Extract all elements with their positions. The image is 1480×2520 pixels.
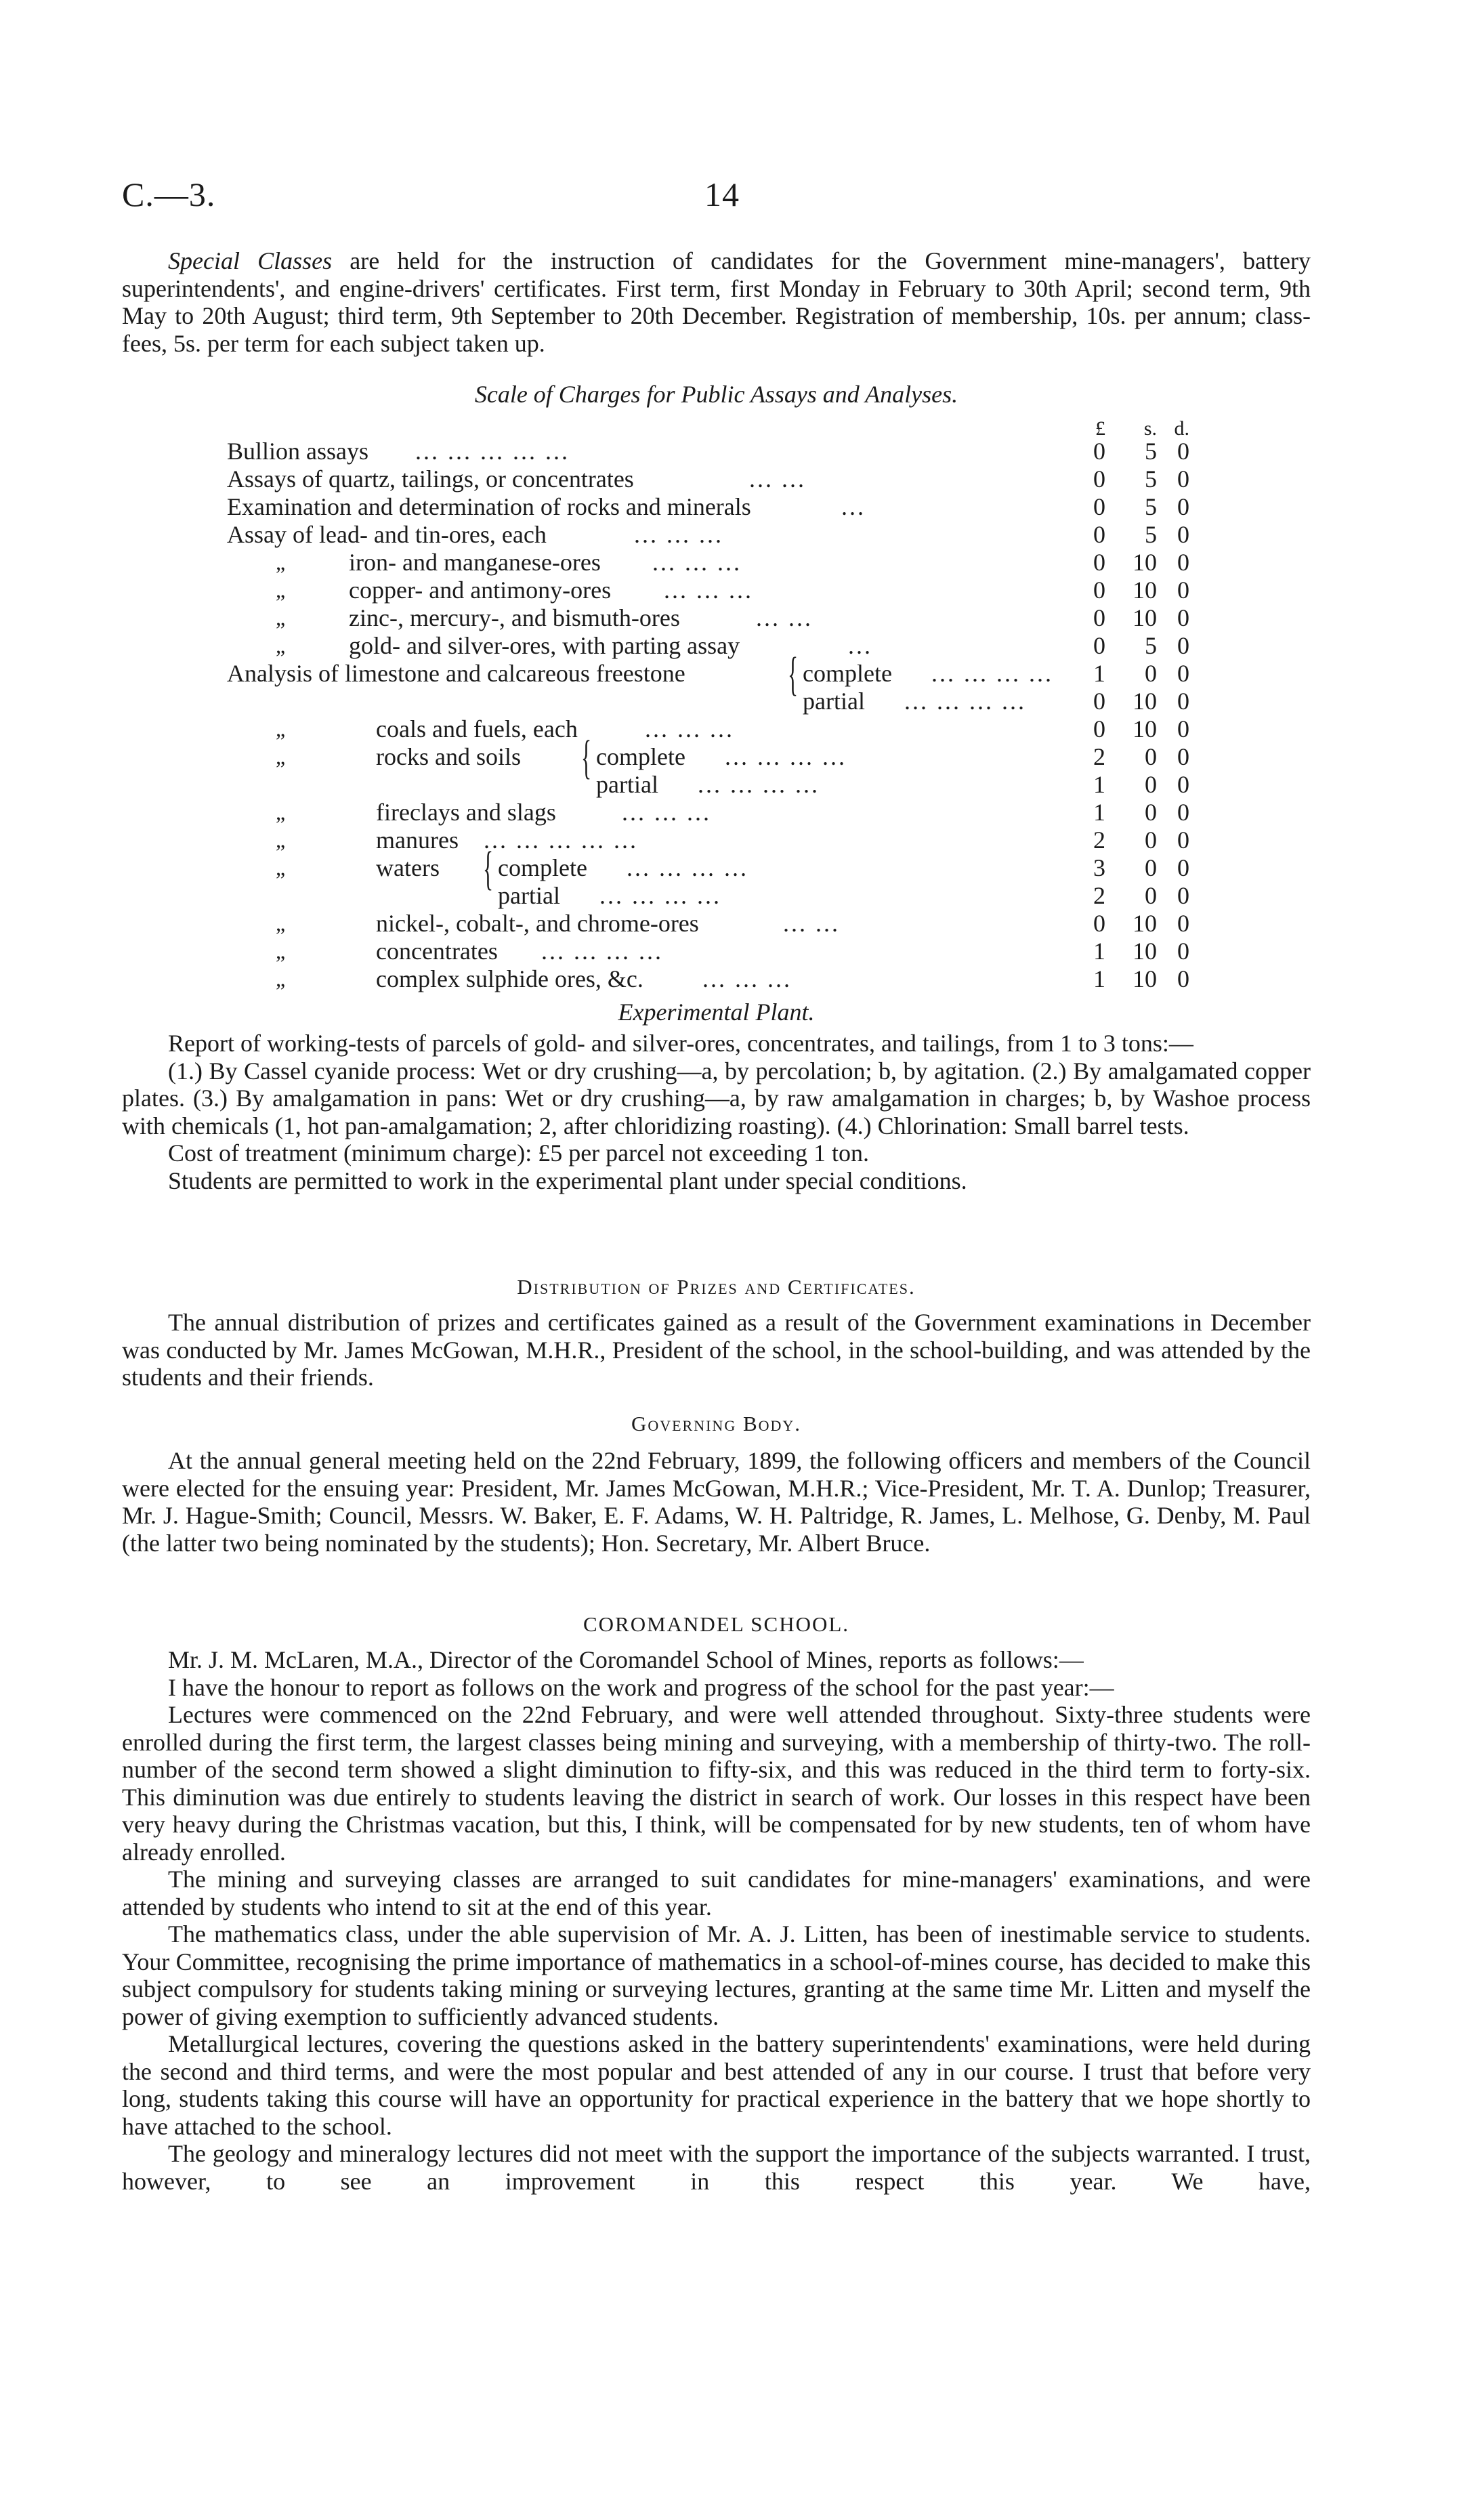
charge-shillings: 5 xyxy=(1145,521,1157,548)
leader-dots: ... ... ... ... ... xyxy=(415,438,570,465)
leader-dots: ... ... ... xyxy=(702,965,792,992)
charge-sublabel: partial xyxy=(803,688,865,715)
document-reference: C.—3. xyxy=(122,175,216,213)
charge-pence: 0 xyxy=(1177,604,1189,631)
charges-rows xyxy=(227,438,1216,993)
governing-paragraph: At the annual general meeting held on the 22nd February, 1899, the following officers and members of the Council were elected for the ensuing year: President, Mr. James McGowan, M.H.R.; Vice-President, Mr. T. A. Dunlop; Treasurer, Mr. J. Hague-Smith; Council, Messrs. W. Baker, E. F. Adams, W. H. Paltridge, R. James, L. Melhose, G. Denby, M. Paul (the latter two being nominated by the students); Hon. Secretary, Mr. Albert Bruce. xyxy=(122,1447,1311,1557)
charge-label: complex sulphide ores, &c. xyxy=(376,965,643,992)
ditto-mark: „ xyxy=(276,578,286,602)
ditto-mark: „ xyxy=(276,856,286,880)
leader-dots: ... ... xyxy=(749,465,806,492)
experimental-intro: Report of working-tests of parcels of gold- and silver-ores, concentrates, and tailings, from 1 to 3 tons:— xyxy=(168,1030,1193,1057)
charge-label: waters xyxy=(376,854,440,881)
prizes-section xyxy=(122,1274,1311,1391)
coromandel-title: COROMANDEL SCHOOL. xyxy=(583,1612,850,1636)
charge-pounds: 1 xyxy=(1093,938,1105,965)
charge-pounds: 1 xyxy=(1093,660,1105,687)
ditto-mark: „ xyxy=(276,800,286,824)
charge-shillings: 0 xyxy=(1145,799,1157,826)
charge-shillings: 10 xyxy=(1133,910,1157,937)
charge-pence: 0 xyxy=(1177,549,1189,576)
charge-pence: 0 xyxy=(1177,882,1189,909)
charge-shillings: 5 xyxy=(1145,438,1157,465)
coromandel-report-opening: I have the honour to report as follows on the work and progress of the school for the past year:— xyxy=(168,1673,1114,1701)
charge-sublabel: partial xyxy=(596,771,658,798)
charge-row xyxy=(227,688,1216,715)
ditto-mark: „ xyxy=(276,939,286,963)
charge-label: rocks and soils xyxy=(376,743,521,770)
coromandel-mining-classes: The mining and surveying classes are arranged to suit candidates for mine-managers' examinations, and were attended by students who intend to sit at the end of this year. xyxy=(122,1866,1311,1920)
leader-dots: ... ... ... xyxy=(652,549,742,576)
ditto-mark: „ xyxy=(276,911,286,936)
leader-dots: ... xyxy=(848,632,872,659)
charge-row xyxy=(227,604,1216,632)
leader-dots: ... ... ... xyxy=(622,799,711,826)
charge-shillings: 5 xyxy=(1145,632,1157,659)
charge-sublabel: complete xyxy=(803,660,892,687)
charge-shillings: 10 xyxy=(1133,938,1157,965)
charge-shillings: 10 xyxy=(1133,549,1157,576)
special-classes-text: are held for the instruction of candidates for the Government mine-managers', battery superintendents', and engine-drivers' certificates. First term, first Monday in February to 30th April; second term, 9th May to 20th August; third term, 9th September to 20th December. Registration of membership, 10s. per annum; class-fees, 5s. per term for each subject taken up. xyxy=(122,247,1311,357)
charge-pounds: 0 xyxy=(1093,715,1105,742)
charge-row xyxy=(227,882,1216,910)
leader-dots: ... ... ... ... xyxy=(599,882,721,909)
special-classes-lead: Special Classes xyxy=(168,247,333,274)
charge-shillings: 10 xyxy=(1133,965,1157,992)
charge-shillings: 0 xyxy=(1145,660,1157,687)
charge-label: iron- and manganese-ores xyxy=(349,549,601,576)
charge-pounds: 2 xyxy=(1093,743,1105,770)
charge-pence: 0 xyxy=(1177,799,1189,826)
charge-pounds: 2 xyxy=(1093,826,1105,854)
charge-pence: 0 xyxy=(1177,826,1189,854)
charge-row xyxy=(227,910,1216,938)
charge-pounds: 1 xyxy=(1093,771,1105,798)
governing-title: Governing Body. xyxy=(631,1412,802,1435)
charge-pounds: 0 xyxy=(1093,521,1105,548)
charge-pounds: 1 xyxy=(1093,799,1105,826)
charge-label: zinc-, mercury-, and bismuth-ores xyxy=(349,604,680,631)
leader-dots: ... ... ... ... xyxy=(698,771,820,798)
charge-label: copper- and antimony-ores xyxy=(349,576,612,604)
charges-title-block xyxy=(122,381,1311,408)
ditto-mark: „ xyxy=(276,828,286,852)
ditto-mark: „ xyxy=(276,633,286,658)
charge-pence: 0 xyxy=(1177,743,1189,770)
leader-dots: ... ... ... ... xyxy=(931,660,1053,687)
leader-dots: ... xyxy=(841,493,866,520)
experimental-conditions: Students are permitted to work in the experimental plant under special conditions. xyxy=(168,1167,967,1194)
unit-shillings: s. xyxy=(1143,417,1157,440)
charge-row xyxy=(227,465,1216,493)
charge-label: Analysis of limestone and calcareous freestone xyxy=(227,660,685,687)
charge-row xyxy=(227,521,1216,549)
ditto-mark: „ xyxy=(276,967,286,991)
charge-label: Examination and determination of rocks and minerals xyxy=(227,493,751,520)
charge-label: concentrates xyxy=(376,938,498,965)
leader-dots: ... ... ... ... xyxy=(904,688,1026,715)
charge-label: manures xyxy=(376,826,459,854)
charge-row xyxy=(227,826,1216,854)
governing-body-section xyxy=(122,1410,1311,1557)
charge-pence: 0 xyxy=(1177,938,1189,965)
coromandel-section xyxy=(122,1611,1311,2195)
charge-row xyxy=(227,438,1216,465)
charge-label: Assay of lead- and tin-ores, each xyxy=(227,521,547,548)
prizes-paragraph: The annual distribution of prizes and certificates gained as a result of the Government examinations in December was conducted by Mr. James McGowan, M.H.R., President of the school, in the school-building, and was attended by the students and their friends. xyxy=(122,1309,1311,1391)
experimental-title: Experimental Plant. xyxy=(618,999,815,1026)
leader-dots: ... ... ... ... xyxy=(725,743,847,770)
leader-dots: ... ... ... ... ... xyxy=(484,826,638,854)
charge-row xyxy=(227,732,1216,784)
charge-pence: 0 xyxy=(1177,771,1189,798)
charge-sublabel: complete xyxy=(498,854,587,881)
charge-pounds: 0 xyxy=(1093,910,1105,937)
brace-mark: { xyxy=(581,732,592,784)
ditto-mark: „ xyxy=(276,550,286,574)
charge-row xyxy=(227,549,1216,576)
charge-pounds: 0 xyxy=(1093,438,1105,465)
special-classes-paragraph xyxy=(122,247,1311,357)
coromandel-metallurgy: Metallurgical lectures, covering the questions asked in the battery superintendents' examinations, were held during the second and third terms, and were the most popular and best attended of any in our course. I trust that before very long, students taking this course will have an opportunity for practical experience in the battery that we hope shortly to have attached to the school. xyxy=(122,2030,1311,2140)
charge-shillings: 5 xyxy=(1145,493,1157,520)
charge-shillings: 0 xyxy=(1145,854,1157,881)
brace-mark: { xyxy=(483,843,494,895)
leader-dots: ... ... xyxy=(783,910,840,937)
page-number: 14 xyxy=(704,175,740,213)
charge-label: fireclays and slags xyxy=(376,799,556,826)
charge-pounds: 0 xyxy=(1093,688,1105,715)
charge-pounds: 0 xyxy=(1093,576,1105,604)
prizes-title: Distribution of Prizes and Certificates. xyxy=(517,1275,916,1299)
charge-pounds: 2 xyxy=(1093,882,1105,909)
charge-label: Bullion assays xyxy=(227,438,369,465)
unit-pence: d. xyxy=(1174,417,1189,440)
charge-row xyxy=(227,576,1216,604)
charge-label: Assays of quartz, tailings, or concentrates xyxy=(227,465,634,492)
charge-row xyxy=(227,493,1216,521)
charge-row xyxy=(227,799,1216,826)
coromandel-geology: The geology and mineralogy lectures did not meet with the support the importance of the subjects warranted. I trust, however, to see an improvement in this respect this year. We have, xyxy=(122,2140,1311,2195)
charge-label: coals and fuels, each xyxy=(376,715,578,742)
charge-pence: 0 xyxy=(1177,493,1189,520)
charges-table xyxy=(227,415,1216,993)
leader-dots: ... ... ... xyxy=(645,715,734,742)
charge-shillings: 0 xyxy=(1145,771,1157,798)
charge-shillings: 0 xyxy=(1145,743,1157,770)
charge-pounds: 3 xyxy=(1093,854,1105,881)
charge-pence: 0 xyxy=(1177,854,1189,881)
charge-shillings: 10 xyxy=(1133,576,1157,604)
leader-dots: ... ... ... ... xyxy=(541,938,663,965)
charge-row xyxy=(227,965,1216,993)
charge-pence: 0 xyxy=(1177,576,1189,604)
charge-pounds: 0 xyxy=(1093,493,1105,520)
charge-shillings: 10 xyxy=(1133,688,1157,715)
charge-pence: 0 xyxy=(1177,632,1189,659)
brace-mark: { xyxy=(788,648,799,700)
charge-row xyxy=(227,715,1216,743)
charge-pounds: 0 xyxy=(1093,632,1105,659)
charges-units-row xyxy=(227,415,1216,438)
charge-row xyxy=(227,771,1216,799)
charge-pounds: 0 xyxy=(1093,604,1105,631)
charge-shillings: 10 xyxy=(1133,715,1157,742)
charge-sublabel: partial xyxy=(498,882,560,909)
leader-dots: ... ... ... ... xyxy=(627,854,748,881)
charge-pence: 0 xyxy=(1177,521,1189,548)
charge-row xyxy=(227,648,1216,700)
leader-dots: ... ... ... xyxy=(664,576,753,604)
charge-pounds: 0 xyxy=(1093,549,1105,576)
charge-label: nickel-, cobalt-, and chrome-ores xyxy=(376,910,699,937)
charge-shillings: 0 xyxy=(1145,882,1157,909)
charge-sublabel: complete xyxy=(596,743,685,770)
experimental-methods: (1.) By Cassel cyanide process: Wet or dry crushing—a, by percolation; b, by agitation. (2.) By amalgamated copper plates. (3.) By amalgamation in pans: Wet or dry crushing—a, by raw amalgamation in charges; b, by Washoe process with chemicals (1, hot pan-amalgamation; 2, after chloridizing roasting). (4.) Chlorination: Small barrel tests. xyxy=(122,1057,1311,1139)
charge-row xyxy=(227,632,1216,660)
charge-pounds: 1 xyxy=(1093,965,1105,992)
leader-dots: ... ... xyxy=(756,604,813,631)
charge-shillings: 0 xyxy=(1145,826,1157,854)
charge-pence: 0 xyxy=(1177,660,1189,687)
charge-pence: 0 xyxy=(1177,465,1189,492)
coromandel-lectures: Lectures were commenced on the 22nd February, and were well attended throughout. Sixty-three students were enrolled during the first term, the largest classes being mining and surveying, with a membership of thirty-two. The roll-number of the second term showed a slight diminution to fifty-six, and this was reduced in the third term to forty-six. This diminution was due entirely to students leaving the district in search of work. Our losses in this respect have been very heavy during the Christmas vacation, but this, I think, will be compensated for by new students, ten of whom have already enrolled. xyxy=(122,1701,1311,1866)
charge-pence: 0 xyxy=(1177,965,1189,992)
charge-label: gold- and silver-ores, with parting assay xyxy=(349,632,740,659)
charge-pence: 0 xyxy=(1177,910,1189,937)
ditto-mark: „ xyxy=(276,744,286,769)
charge-shillings: 10 xyxy=(1133,604,1157,631)
ditto-mark: „ xyxy=(276,717,286,741)
coromandel-intro: Mr. J. M. McLaren, M.A., Director of the Coromandel School of Mines, reports as follows:— xyxy=(168,1646,1084,1673)
coromandel-mathematics: The mathematics class, under the able supervision of Mr. A. J. Litten, has been of inestimable service to students. Your Committee, recognising the prime importance of mathematics in a school-of-mines course, has decided to make this subject compulsory for students taking mining or surveying lectures, granting at the same time Mr. Litten and myself the power of giving exemption to sufficiently advanced students. xyxy=(122,1920,1311,2030)
charge-pence: 0 xyxy=(1177,688,1189,715)
charge-shillings: 5 xyxy=(1145,465,1157,492)
charge-row xyxy=(227,843,1216,895)
charges-title: Scale of Charges for Public Assays and Analyses. xyxy=(474,381,958,408)
charge-row xyxy=(227,938,1216,965)
leader-dots: ... ... ... xyxy=(634,521,723,548)
ditto-mark: „ xyxy=(276,606,286,630)
charge-pence: 0 xyxy=(1177,715,1189,742)
unit-pounds: £ xyxy=(1095,417,1105,440)
experimental-plant-section xyxy=(122,999,1311,1194)
special-classes-section xyxy=(122,247,1311,357)
experimental-cost: Cost of treatment (minimum charge): £5 per parcel not exceeding 1 ton. xyxy=(168,1139,870,1167)
charge-pounds: 0 xyxy=(1093,465,1105,492)
charge-pence: 0 xyxy=(1177,438,1189,465)
